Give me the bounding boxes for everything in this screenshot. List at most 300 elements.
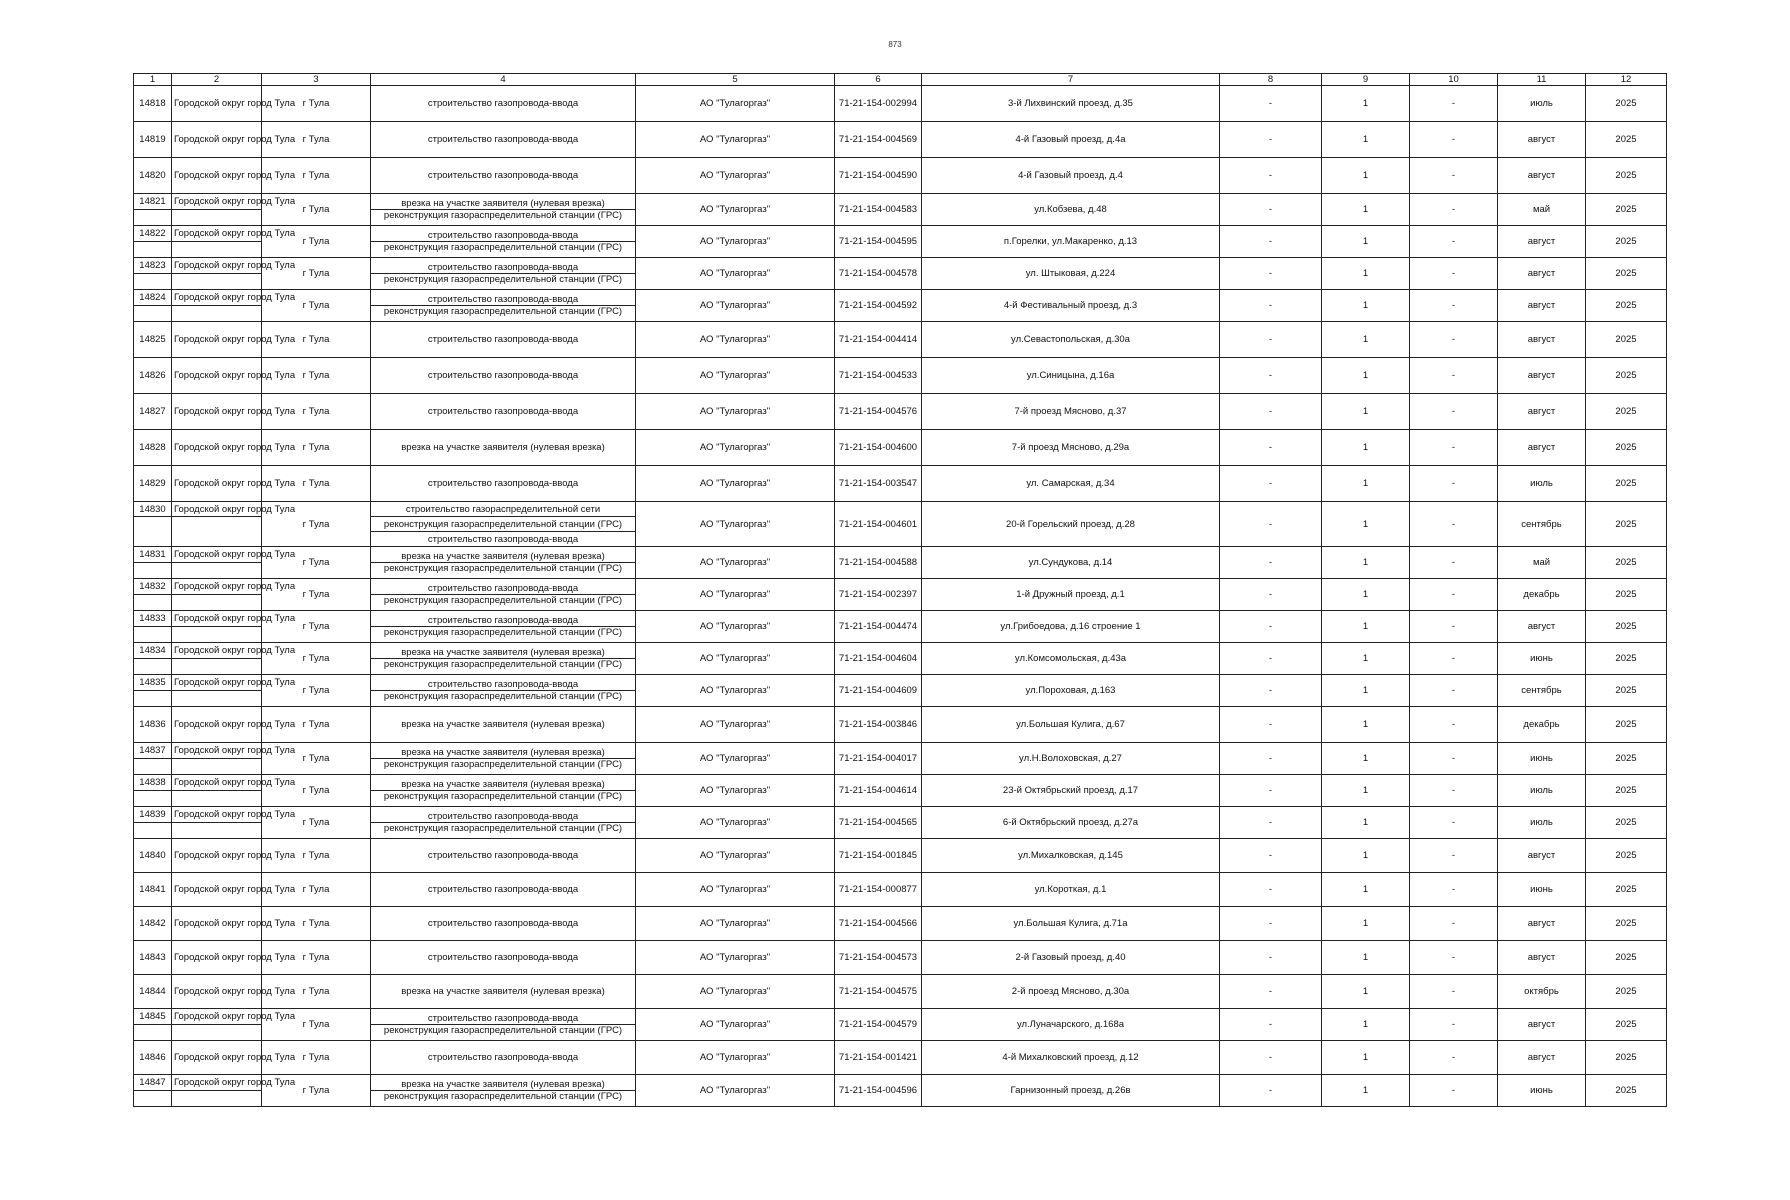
district-cell: Городской округ город Тула xyxy=(172,775,262,791)
city-cell: г Тула xyxy=(262,158,371,194)
address-cell: ул.Н.Волоховская, д.27 xyxy=(922,743,1220,775)
table-row xyxy=(134,643,1667,659)
address-cell: ул.Большая Кулига, д.71а xyxy=(922,907,1220,941)
col10-cell: - xyxy=(1410,873,1498,907)
year-cell: 2025 xyxy=(1586,941,1667,975)
count-cell: 1 xyxy=(1322,258,1410,290)
month-cell: июнь xyxy=(1498,743,1586,775)
address-cell: ул.Луначарского, д.168а xyxy=(922,1009,1220,1041)
table-row xyxy=(134,86,1667,122)
cadastral-number-cell: 71-21-154-004533 xyxy=(835,358,922,394)
city-cell: г Тула xyxy=(262,775,371,807)
district-cell: Городской округ город Тула xyxy=(172,322,262,358)
col8-cell: - xyxy=(1220,430,1322,466)
month-cell: август xyxy=(1498,258,1586,290)
works-cell: строительство газопровода-ввода xyxy=(371,941,636,975)
district-cell: Городской округ город Тула xyxy=(172,86,262,122)
address-cell: 7-й проезд Мясново, д.37 xyxy=(922,394,1220,430)
col10-cell: - xyxy=(1410,158,1498,194)
city-cell: г Тула xyxy=(262,839,371,873)
address-cell: 20-й Горельский проезд, д.28 xyxy=(922,502,1220,547)
row-number-spacer xyxy=(134,791,172,807)
works-cell: реконструкция газораспределительной станции (ГРС) xyxy=(371,242,636,258)
column-header: 3 xyxy=(262,74,371,86)
works-cell: строительство газораспределительной сети xyxy=(371,502,636,517)
col8-cell: - xyxy=(1220,158,1322,194)
cadastral-number-cell: 71-21-154-003547 xyxy=(835,466,922,502)
table-row xyxy=(134,358,1667,394)
month-cell: май xyxy=(1498,547,1586,579)
col8-cell: - xyxy=(1220,1075,1322,1107)
month-cell: июль xyxy=(1498,775,1586,807)
address-cell: ул.Михалковская, д.145 xyxy=(922,839,1220,873)
count-cell: 1 xyxy=(1322,430,1410,466)
district-cell: Городской округ город Тула xyxy=(172,290,262,306)
works-cell: реконструкция газораспределительной станции (ГРС) xyxy=(371,759,636,775)
table-row xyxy=(134,873,1667,907)
organization-cell: АО "Тулагоргаз" xyxy=(636,466,835,502)
count-cell: 1 xyxy=(1322,158,1410,194)
address-cell: ул.Грибоедова, д.16 строение 1 xyxy=(922,611,1220,643)
col8-cell: - xyxy=(1220,290,1322,322)
month-cell: август xyxy=(1498,322,1586,358)
col8-cell: - xyxy=(1220,194,1322,226)
table-row xyxy=(134,158,1667,194)
year-cell: 2025 xyxy=(1586,502,1667,547)
cadastral-number-cell: 71-21-154-004566 xyxy=(835,907,922,941)
works-cell: врезка на участке заявителя (нулевая врезка) xyxy=(371,643,636,659)
year-cell: 2025 xyxy=(1586,611,1667,643)
works-cell: реконструкция газораспределительной станции (ГРС) xyxy=(371,1091,636,1107)
month-cell: август xyxy=(1498,226,1586,258)
col10-cell: - xyxy=(1410,707,1498,743)
table-row xyxy=(134,1075,1667,1091)
works-cell: строительство газопровода-ввода xyxy=(371,873,636,907)
district-spacer xyxy=(172,627,262,643)
col10-cell: - xyxy=(1410,122,1498,158)
month-cell: август xyxy=(1498,122,1586,158)
month-cell: август xyxy=(1498,394,1586,430)
organization-cell: АО "Тулагоргаз" xyxy=(636,547,835,579)
row-number: 14839 xyxy=(134,807,172,823)
district-cell: Городской округ город Тула xyxy=(172,1075,262,1091)
count-cell: 1 xyxy=(1322,86,1410,122)
address-cell: Гарнизонный проезд, д.26в xyxy=(922,1075,1220,1107)
row-number: 14827 xyxy=(134,394,172,430)
month-cell: август xyxy=(1498,290,1586,322)
organization-cell: АО "Тулагоргаз" xyxy=(636,226,835,258)
year-cell: 2025 xyxy=(1586,1041,1667,1075)
works-cell: строительство газопровода-ввода xyxy=(371,532,636,547)
col8-cell: - xyxy=(1220,975,1322,1009)
table-row xyxy=(134,502,1667,517)
organization-cell: АО "Тулагоргаз" xyxy=(636,643,835,675)
table-row xyxy=(134,675,1667,691)
year-cell: 2025 xyxy=(1586,466,1667,502)
year-cell: 2025 xyxy=(1586,743,1667,775)
col10-cell: - xyxy=(1410,502,1498,547)
table-row xyxy=(134,839,1667,873)
table-row xyxy=(134,122,1667,158)
row-number: 14821 xyxy=(134,194,172,210)
organization-cell: АО "Тулагоргаз" xyxy=(636,743,835,775)
cadastral-number-cell: 71-21-154-004609 xyxy=(835,675,922,707)
count-cell: 1 xyxy=(1322,502,1410,547)
count-cell: 1 xyxy=(1322,358,1410,394)
count-cell: 1 xyxy=(1322,579,1410,611)
column-header: 6 xyxy=(835,74,922,86)
address-cell: ул.Короткая, д.1 xyxy=(922,873,1220,907)
address-cell: ул.Синицына, д.16а xyxy=(922,358,1220,394)
col10-cell: - xyxy=(1410,547,1498,579)
column-header: 1 xyxy=(134,74,172,86)
district-cell: Городской округ город Тула xyxy=(172,743,262,759)
col8-cell: - xyxy=(1220,322,1322,358)
column-header: 11 xyxy=(1498,74,1586,86)
count-cell: 1 xyxy=(1322,873,1410,907)
col8-cell: - xyxy=(1220,1009,1322,1041)
works-cell: реконструкция газораспределительной станции (ГРС) xyxy=(371,691,636,707)
col8-cell: - xyxy=(1220,907,1322,941)
works-cell: реконструкция газораспределительной станции (ГРС) xyxy=(371,791,636,807)
column-header: 5 xyxy=(636,74,835,86)
month-cell: август xyxy=(1498,358,1586,394)
count-cell: 1 xyxy=(1322,807,1410,839)
cadastral-number-cell: 71-21-154-004614 xyxy=(835,775,922,807)
cadastral-number-cell: 71-21-154-004579 xyxy=(835,1009,922,1041)
year-cell: 2025 xyxy=(1586,290,1667,322)
table-row xyxy=(134,907,1667,941)
col10-cell: - xyxy=(1410,839,1498,873)
year-cell: 2025 xyxy=(1586,907,1667,941)
month-cell: август xyxy=(1498,430,1586,466)
city-cell: г Тула xyxy=(262,1075,371,1107)
row-number-spacer xyxy=(134,1025,172,1041)
row-number-spacer xyxy=(134,627,172,643)
month-cell: июнь xyxy=(1498,643,1586,675)
organization-cell: АО "Тулагоргаз" xyxy=(636,394,835,430)
row-number: 14833 xyxy=(134,611,172,627)
works-cell: строительство газопровода-ввода xyxy=(371,579,636,595)
organization-cell: АО "Тулагоргаз" xyxy=(636,258,835,290)
table-row xyxy=(134,194,1667,210)
row-number: 14845 xyxy=(134,1009,172,1025)
district-cell: Городской округ город Тула xyxy=(172,547,262,563)
address-cell: 2-й Газовый проезд, д.40 xyxy=(922,941,1220,975)
table-row xyxy=(134,743,1667,759)
organization-cell: АО "Тулагоргаз" xyxy=(636,86,835,122)
year-cell: 2025 xyxy=(1586,547,1667,579)
month-cell: июль xyxy=(1498,807,1586,839)
month-cell: июль xyxy=(1498,466,1586,502)
row-number-spacer xyxy=(134,210,172,226)
year-cell: 2025 xyxy=(1586,430,1667,466)
col8-cell: - xyxy=(1220,258,1322,290)
col10-cell: - xyxy=(1410,322,1498,358)
table-row xyxy=(134,290,1667,306)
row-number: 14828 xyxy=(134,430,172,466)
col10-cell: - xyxy=(1410,358,1498,394)
city-cell: г Тула xyxy=(262,358,371,394)
column-header: 12 xyxy=(1586,74,1667,86)
table-row xyxy=(134,775,1667,791)
col8-cell: - xyxy=(1220,394,1322,430)
col10-cell: - xyxy=(1410,975,1498,1009)
address-cell: ул.Большая Кулига, д.67 xyxy=(922,707,1220,743)
month-cell: июнь xyxy=(1498,1075,1586,1107)
works-cell: строительство газопровода-ввода xyxy=(371,675,636,691)
count-cell: 1 xyxy=(1322,547,1410,579)
col10-cell: - xyxy=(1410,194,1498,226)
works-cell: реконструкция газораспределительной станции (ГРС) xyxy=(371,210,636,226)
cadastral-number-cell: 71-21-154-001421 xyxy=(835,1041,922,1075)
table-body xyxy=(134,86,1667,1107)
year-cell: 2025 xyxy=(1586,322,1667,358)
organization-cell: АО "Тулагоргаз" xyxy=(636,158,835,194)
col8-cell: - xyxy=(1220,466,1322,502)
count-cell: 1 xyxy=(1322,707,1410,743)
organization-cell: АО "Тулагоргаз" xyxy=(636,122,835,158)
count-cell: 1 xyxy=(1322,394,1410,430)
row-number: 14830 xyxy=(134,502,172,517)
count-cell: 1 xyxy=(1322,743,1410,775)
city-cell: г Тула xyxy=(262,675,371,707)
count-cell: 1 xyxy=(1322,466,1410,502)
district-cell: Городской округ город Тула xyxy=(172,839,262,873)
works-cell: строительство газопровода-ввода xyxy=(371,358,636,394)
year-cell: 2025 xyxy=(1586,394,1667,430)
year-cell: 2025 xyxy=(1586,122,1667,158)
year-cell: 2025 xyxy=(1586,86,1667,122)
address-cell: 6-й Октябрьский проезд, д.27а xyxy=(922,807,1220,839)
city-cell: г Тула xyxy=(262,873,371,907)
works-cell: строительство газопровода-ввода xyxy=(371,611,636,627)
month-cell: август xyxy=(1498,907,1586,941)
row-number: 14825 xyxy=(134,322,172,358)
city-cell: г Тула xyxy=(262,258,371,290)
col10-cell: - xyxy=(1410,907,1498,941)
row-number: 14824 xyxy=(134,290,172,306)
works-cell: реконструкция газораспределительной станции (ГРС) xyxy=(371,823,636,839)
col8-cell: - xyxy=(1220,1041,1322,1075)
count-cell: 1 xyxy=(1322,775,1410,807)
city-cell: г Тула xyxy=(262,907,371,941)
col10-cell: - xyxy=(1410,807,1498,839)
year-cell: 2025 xyxy=(1586,358,1667,394)
address-cell: 2-й проезд Мясново, д.30а xyxy=(922,975,1220,1009)
works-cell: реконструкция газораспределительной станции (ГРС) xyxy=(371,563,636,579)
district-cell: Городской округ город Тула xyxy=(172,643,262,659)
count-cell: 1 xyxy=(1322,1075,1410,1107)
row-number-spacer xyxy=(134,823,172,839)
works-cell: строительство газопровода-ввода xyxy=(371,226,636,242)
col10-cell: - xyxy=(1410,466,1498,502)
col8-cell: - xyxy=(1220,579,1322,611)
district-spacer xyxy=(172,1091,262,1107)
cadastral-number-cell: 71-21-154-000877 xyxy=(835,873,922,907)
city-cell: г Тула xyxy=(262,502,371,547)
district-spacer xyxy=(172,274,262,290)
works-cell: строительство газопровода-ввода xyxy=(371,839,636,873)
cadastral-number-cell: 71-21-154-004414 xyxy=(835,322,922,358)
year-cell: 2025 xyxy=(1586,194,1667,226)
organization-cell: АО "Тулагоргаз" xyxy=(636,873,835,907)
row-number: 14820 xyxy=(134,158,172,194)
works-cell: врезка на участке заявителя (нулевая врезка) xyxy=(371,430,636,466)
page-number: 873 xyxy=(888,40,902,49)
city-cell: г Тула xyxy=(262,643,371,675)
year-cell: 2025 xyxy=(1586,807,1667,839)
col8-cell: - xyxy=(1220,707,1322,743)
district-cell: Городской округ город Тула xyxy=(172,194,262,210)
table-row xyxy=(134,579,1667,595)
row-number-spacer xyxy=(134,659,172,675)
row-number: 14841 xyxy=(134,873,172,907)
month-cell: декабрь xyxy=(1498,707,1586,743)
organization-cell: АО "Тулагоргаз" xyxy=(636,358,835,394)
year-cell: 2025 xyxy=(1586,775,1667,807)
month-cell: август xyxy=(1498,158,1586,194)
organization-cell: АО "Тулагоргаз" xyxy=(636,1009,835,1041)
month-cell: сентябрь xyxy=(1498,675,1586,707)
address-cell: ул.Пороховая, д.163 xyxy=(922,675,1220,707)
organization-cell: АО "Тулагоргаз" xyxy=(636,502,835,547)
city-cell: г Тула xyxy=(262,394,371,430)
city-cell: г Тула xyxy=(262,86,371,122)
district-cell: Городской округ город Тула xyxy=(172,611,262,627)
table-row xyxy=(134,226,1667,242)
district-spacer xyxy=(172,242,262,258)
year-cell: 2025 xyxy=(1586,975,1667,1009)
row-number: 14837 xyxy=(134,743,172,759)
month-cell: сентябрь xyxy=(1498,502,1586,547)
row-number-spacer xyxy=(134,517,172,547)
col10-cell: - xyxy=(1410,611,1498,643)
month-cell: октябрь xyxy=(1498,975,1586,1009)
table-header xyxy=(134,74,1667,86)
works-cell: врезка на участке заявителя (нулевая врезка) xyxy=(371,975,636,1009)
column-header: 9 xyxy=(1322,74,1410,86)
row-number: 14846 xyxy=(134,1041,172,1075)
district-spacer xyxy=(172,595,262,611)
city-cell: г Тула xyxy=(262,466,371,502)
organization-cell: АО "Тулагоргаз" xyxy=(636,707,835,743)
count-cell: 1 xyxy=(1322,322,1410,358)
column-header: 10 xyxy=(1410,74,1498,86)
row-number: 14847 xyxy=(134,1075,172,1091)
works-cell: строительство газопровода-ввода xyxy=(371,122,636,158)
district-cell: Городской округ город Тула xyxy=(172,158,262,194)
cadastral-number-cell: 71-21-154-004590 xyxy=(835,158,922,194)
cadastral-number-cell: 71-21-154-004583 xyxy=(835,194,922,226)
col10-cell: - xyxy=(1410,743,1498,775)
city-cell: г Тула xyxy=(262,579,371,611)
year-cell: 2025 xyxy=(1586,643,1667,675)
works-cell: строительство газопровода-ввода xyxy=(371,1009,636,1025)
works-cell: строительство газопровода-ввода xyxy=(371,807,636,823)
works-cell: строительство газопровода-ввода xyxy=(371,258,636,274)
register-table xyxy=(133,73,1667,1107)
works-cell: строительство газопровода-ввода xyxy=(371,1041,636,1075)
district-cell: Городской округ город Тула xyxy=(172,807,262,823)
city-cell: г Тула xyxy=(262,194,371,226)
district-spacer xyxy=(172,823,262,839)
col10-cell: - xyxy=(1410,1009,1498,1041)
month-cell: август xyxy=(1498,1041,1586,1075)
district-cell: Городской округ город Тула xyxy=(172,707,262,743)
table-row xyxy=(134,466,1667,502)
district-cell: Городской округ город Тула xyxy=(172,907,262,941)
cadastral-number-cell: 71-21-154-004569 xyxy=(835,122,922,158)
district-cell: Городской округ город Тула xyxy=(172,258,262,274)
table-row xyxy=(134,322,1667,358)
works-cell: реконструкция газораспределительной станции (ГРС) xyxy=(371,306,636,322)
col8-cell: - xyxy=(1220,839,1322,873)
month-cell: август xyxy=(1498,839,1586,873)
count-cell: 1 xyxy=(1322,611,1410,643)
organization-cell: АО "Тулагоргаз" xyxy=(636,1041,835,1075)
district-cell: Городской округ город Тула xyxy=(172,975,262,1009)
year-cell: 2025 xyxy=(1586,158,1667,194)
address-cell: ул.Сундукова, д.14 xyxy=(922,547,1220,579)
col8-cell: - xyxy=(1220,502,1322,547)
district-cell: Городской округ город Тула xyxy=(172,394,262,430)
table-row xyxy=(134,1041,1667,1075)
row-number: 14822 xyxy=(134,226,172,242)
city-cell: г Тула xyxy=(262,430,371,466)
works-cell: реконструкция газораспределительной станции (ГРС) xyxy=(371,627,636,643)
row-number: 14826 xyxy=(134,358,172,394)
table-row xyxy=(134,430,1667,466)
count-cell: 1 xyxy=(1322,1009,1410,1041)
organization-cell: АО "Тулагоргаз" xyxy=(636,430,835,466)
col8-cell: - xyxy=(1220,226,1322,258)
col8-cell: - xyxy=(1220,675,1322,707)
row-number: 14823 xyxy=(134,258,172,274)
year-cell: 2025 xyxy=(1586,1009,1667,1041)
col10-cell: - xyxy=(1410,1075,1498,1107)
month-cell: июнь xyxy=(1498,873,1586,907)
cadastral-number-cell: 71-21-154-004600 xyxy=(835,430,922,466)
city-cell: г Тула xyxy=(262,547,371,579)
organization-cell: АО "Тулагоргаз" xyxy=(636,675,835,707)
district-cell: Городской округ город Тула xyxy=(172,675,262,691)
works-cell: строительство газопровода-ввода xyxy=(371,394,636,430)
address-cell: ул.Комсомольская, д.43а xyxy=(922,643,1220,675)
cadastral-number-cell: 71-21-154-002994 xyxy=(835,86,922,122)
row-number: 14844 xyxy=(134,975,172,1009)
city-cell: г Тула xyxy=(262,611,371,643)
cadastral-number-cell: 71-21-154-004573 xyxy=(835,941,922,975)
works-cell: строительство газопровода-ввода xyxy=(371,466,636,502)
address-cell: 3-й Лихвинский проезд, д.35 xyxy=(922,86,1220,122)
table-row xyxy=(134,611,1667,627)
col8-cell: - xyxy=(1220,122,1322,158)
works-cell: реконструкция газораспределительной станции (ГРС) xyxy=(371,517,636,532)
count-cell: 1 xyxy=(1322,643,1410,675)
address-cell: ул. Штыковая, д.224 xyxy=(922,258,1220,290)
col10-cell: - xyxy=(1410,226,1498,258)
count-cell: 1 xyxy=(1322,194,1410,226)
row-number: 14843 xyxy=(134,941,172,975)
col8-cell: - xyxy=(1220,611,1322,643)
works-cell: врезка на участке заявителя (нулевая врезка) xyxy=(371,775,636,791)
table-row xyxy=(134,547,1667,563)
cadastral-number-cell: 71-21-154-004601 xyxy=(835,502,922,547)
count-cell: 1 xyxy=(1322,975,1410,1009)
district-cell: Городской округ город Тула xyxy=(172,122,262,158)
col10-cell: - xyxy=(1410,258,1498,290)
